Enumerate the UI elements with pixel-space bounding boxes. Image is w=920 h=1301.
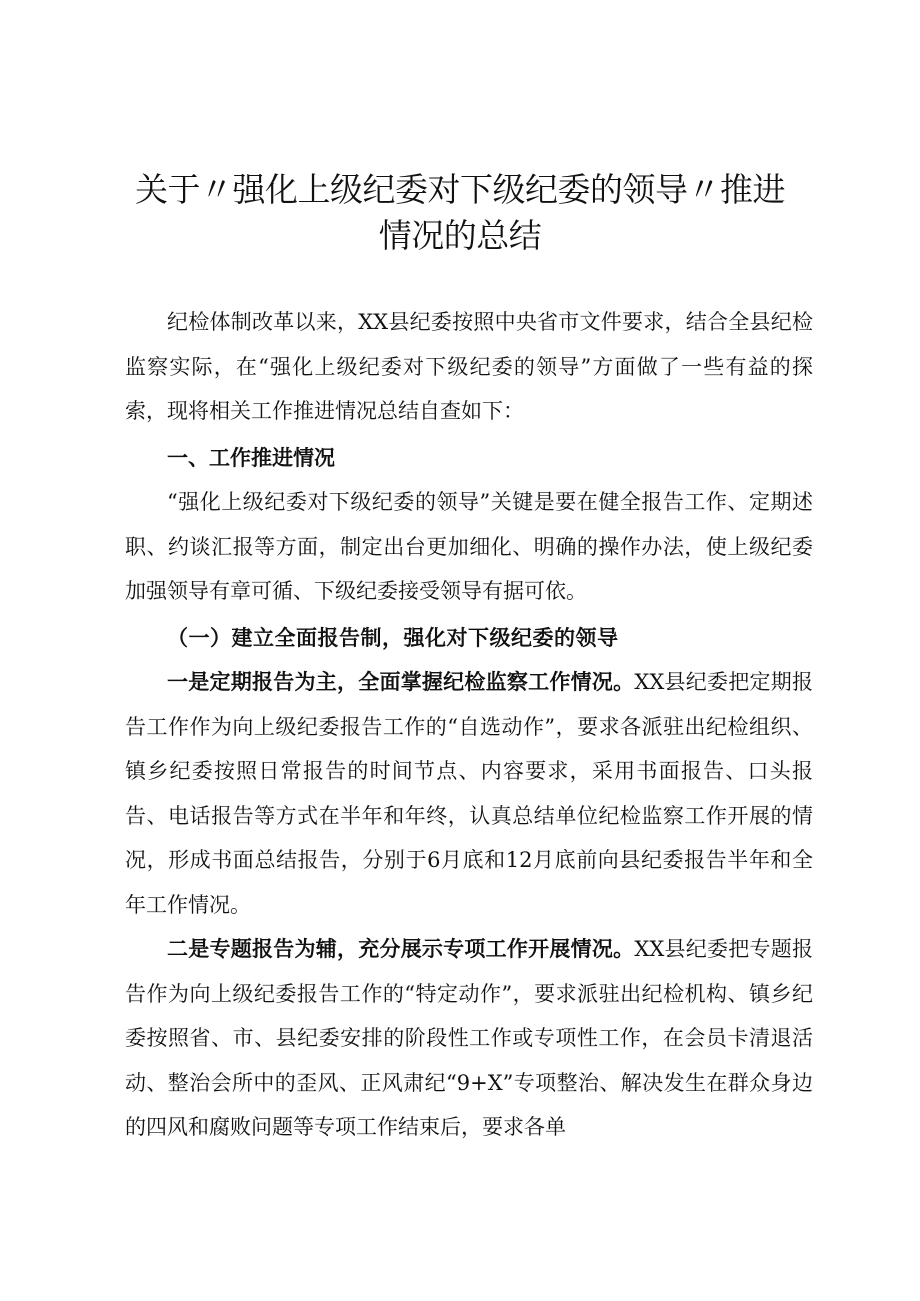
- document-title: [100, 167, 820, 259]
- point-2-text: XX县纪委把专题报告作为向上级纪委报告工作的“特定动作”，要求派驻出纪检机构、镇乡纪委按照省、市、县纪委安排的阶段性工作或专项性工作，在会员卡清退活动、整治会所中的歪风、正风肃纪“9+X”专项整治、解决发生在群众身边的四风和腐败问题等专项工作结束后，要求各单: [125, 937, 814, 1139]
- section-paragraph: “强化上级纪委对下级纪委的领导”关键是要在健全报告工作、定期述职、约谈汇报等方面，制定出台更加细化、明确的操作办法，使上级纪委加强领导有章可循、下级纪委接受领导有据可依。: [125, 490, 813, 603]
- point-paragraph-1: [125, 660, 813, 927]
- point-1-text: XX县纪委把定期报告工作作为向上级纪委报告工作的“自选动作”，要求各派驻出纪检组织、镇乡纪委按照日常报告的时间节点、内容要求，采用书面报告、口头报告、电话报告等方式在半年和年终，认真总结单位纪检监察工作开展的情况，形成书面总结报告，分别于6月底和12月底前向县纪委报告半年和全年工作情况。: [125, 670, 814, 917]
- point-2-lead: 二是专题报告为辅，充分展示专项工作开展情况。: [167, 936, 635, 961]
- title-line-1: 关于〃强化上级纪委对下级纪委的领导〃推进: [135, 170, 785, 209]
- point-1-lead: 一是定期报告为主，全面掌握纪检监察工作情况。: [167, 669, 635, 694]
- title-line-2: 情况的总结: [378, 216, 542, 255]
- subsection-heading: （一）建立全面报告制，强化对下级纪委的领导: [167, 624, 619, 650]
- section-heading: 一、工作推进情况: [167, 445, 335, 470]
- point-paragraph-2: [125, 927, 813, 1150]
- document-body: [125, 300, 813, 1150]
- intro-paragraph: 纪检体制改革以来，XX县纪委按照中央省市文件要求，结合全县纪检监察实际，在“强化上级纪委对下级纪委的领导”方面做了一些有益的探索，现将相关工作推进情况总结自查如下：: [125, 310, 813, 423]
